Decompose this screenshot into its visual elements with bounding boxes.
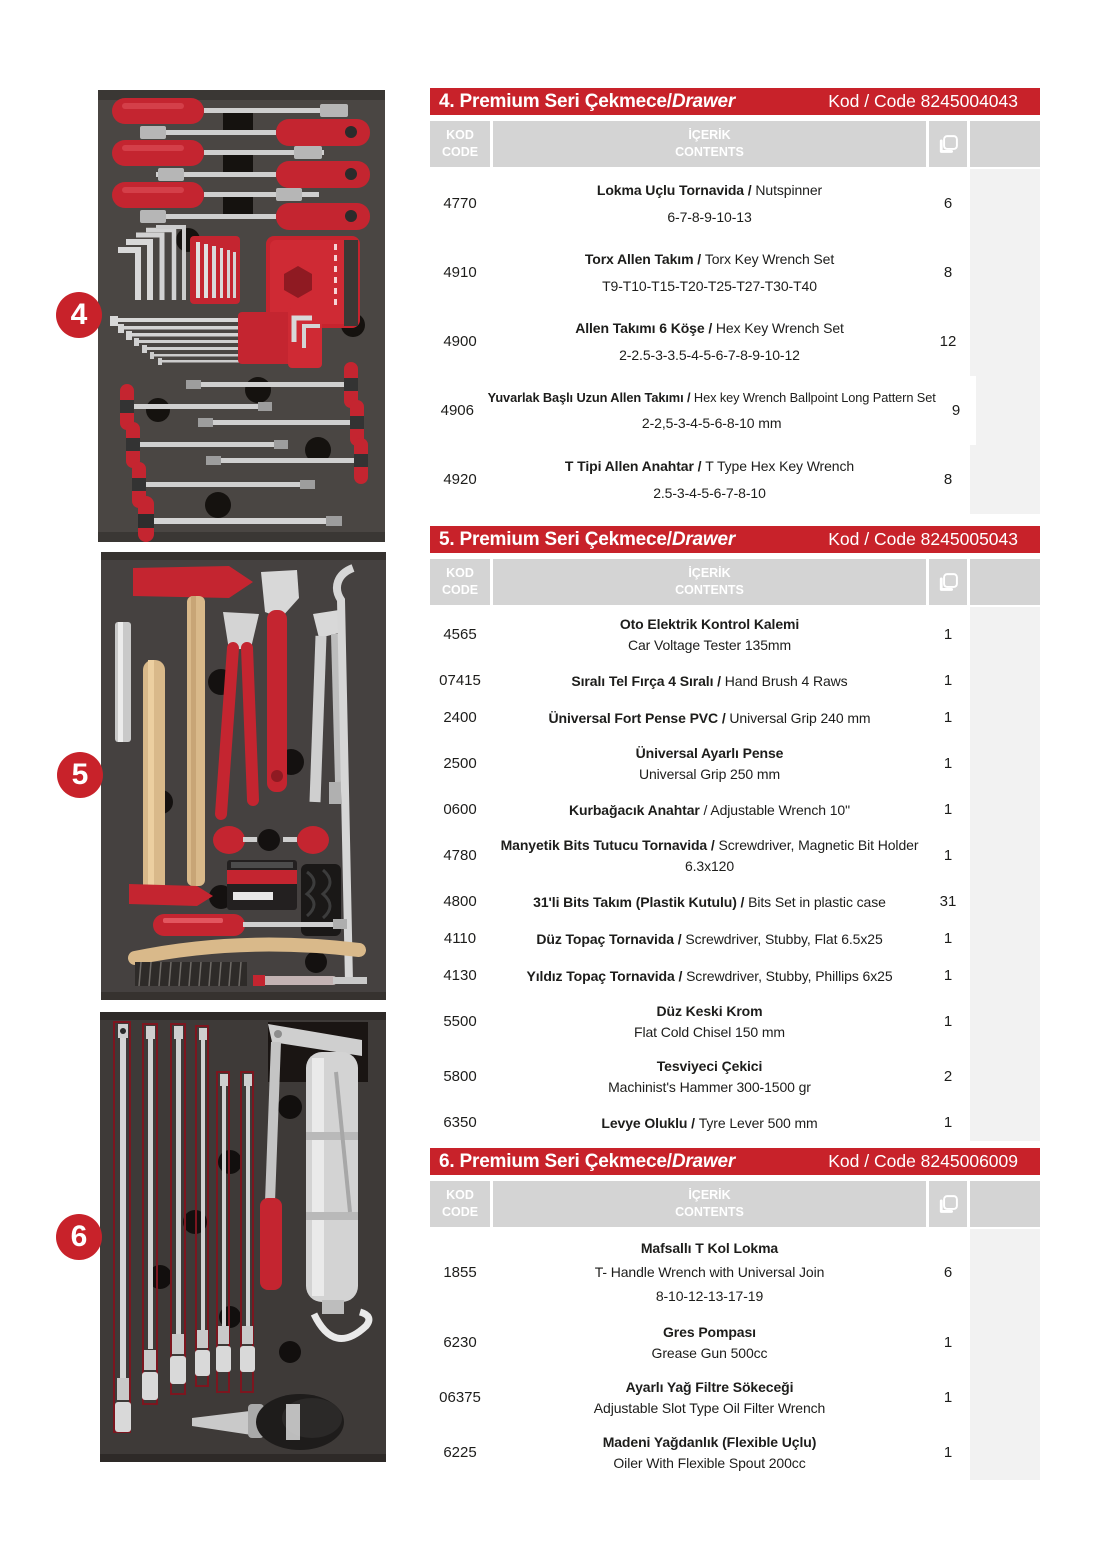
table-row [430,662,1040,699]
code-column-header: KOD CODE [430,121,490,167]
contents-column-header: İÇERİK CONTENTS [493,1181,926,1227]
table-row [430,957,1040,994]
contents-column-header: İÇERİK CONTENTS [493,559,926,605]
row-spare-cell [970,957,1040,994]
drawer-5-table [430,526,1040,1141]
bits-set-box [227,860,297,910]
drawer-4-table [430,88,1040,514]
table-rows [430,169,1040,514]
row-content [493,1229,926,1315]
table-column-headers [430,559,1040,605]
row-code: 4900 [443,333,477,350]
content-line: Yuvarlak Başlı Uzun Allen Takımı / Hex key Wrench Ballpoint Long Pattern Set [487,389,936,405]
code-column-header: KOD CODE [430,559,490,605]
drawer-6-photo-art [100,1012,386,1462]
row-qty: 1 [943,1334,953,1351]
row-qty: 6 [943,1263,953,1281]
content-line: Üniversal Ayarlı Pense [635,744,784,761]
row-qty: 1 [943,755,953,772]
row-qty: 1 [943,967,953,984]
row-qty: 1 [943,1444,953,1461]
content-line: T- Handle Wrench with Universal Join [594,1264,825,1280]
row-code: 5800 [443,1068,477,1085]
row-content [493,1315,926,1370]
content-line: 31'li Bits Takım (Plastik Kutulu) / Bits Set in plastic case [533,893,886,910]
drawer-code-label: Kod / Code 8245004043 [828,91,1018,111]
row-spare-cell [970,1229,1040,1315]
row-content [493,1425,926,1480]
spare-wooden-handle [143,660,165,898]
content-line: Yıldız Topaç Tornavida / Screwdriver, Stubby, Phillips 6x25 [526,967,893,984]
table-row [430,736,1040,791]
drawer-6-table [430,1148,1040,1480]
row-qty: 31 [939,893,957,910]
drawer-4-badge: 4 [56,292,102,338]
table-row [430,828,1040,883]
row-content [493,1370,926,1425]
row-code: 6350 [443,1114,477,1131]
row-code: 4780 [443,847,477,864]
drawer-code-label: Kod / Code 8245006009 [828,1151,1018,1171]
row-qty: 8 [943,264,953,281]
table-row [430,1104,1040,1141]
row-content [493,662,926,699]
row-code: 1855 [443,1263,477,1281]
contents-column-header: İÇERİK CONTENTS [493,121,926,167]
row-qty: 1 [943,847,953,864]
table-row [430,1315,1040,1370]
content-line: Kurbağacık Anahtar / Adjustable Wrench 10" [569,801,850,818]
row-spare-cell [970,662,1040,699]
content-line: Torx Allen Takım / Torx Key Wrench Set [584,251,835,268]
row-spare-cell [970,1425,1040,1480]
table-row [430,307,1040,376]
table-row [430,920,1040,957]
drawer-5-photo-art [101,552,386,1000]
row-content [493,920,926,957]
content-line: 8-10-12-13-17-19 [655,1288,764,1304]
row-spare-cell [970,1370,1040,1425]
row-qty: 1 [943,672,953,689]
table-row [430,699,1040,736]
row-qty: 2 [943,1068,953,1085]
drawer-title: 6. Premium Seri Çekmece/Drawer [439,1150,736,1172]
row-code: 6230 [443,1334,477,1351]
content-line: Lokma Uçlu Tornavida / Nutspinner [596,182,823,199]
content-line: Üniversal Fort Pense PVC / Universal Grip 240 mm [548,709,871,726]
row-content [493,607,926,662]
row-qty: 1 [943,1389,953,1406]
row-content [493,169,926,238]
table-row [430,607,1040,662]
table-row [430,376,1040,445]
row-qty: 1 [943,626,953,643]
row-content [493,957,926,994]
content-line: Tesviyeci Çekici [656,1057,763,1074]
row-content [493,828,926,883]
spare-column-header [970,1181,1040,1227]
row-content [493,238,926,307]
row-code: 4130 [443,967,477,984]
row-content [493,883,926,920]
table-rows [430,1229,1040,1480]
content-line: Grease Gun 500cc [651,1345,768,1362]
content-line: Mafsallı T Kol Lokma [640,1240,779,1256]
drawer-title-band [430,1148,1040,1175]
content-line: Adjustable Slot Type Oil Filter Wrench [593,1400,826,1417]
row-spare-cell [970,445,1040,514]
row-qty: 6 [943,195,953,212]
row-code: 0600 [443,801,477,818]
drawer-4-photo [98,90,385,542]
row-content [493,307,926,376]
drawer-6-badge: 6 [56,1214,102,1260]
spare-column-header [970,121,1040,167]
drawer-4-photo-art [98,90,385,542]
row-code: 2500 [443,755,477,772]
content-line: 2-2.5-3-3.5-4-5-6-7-8-9-10-12 [619,346,800,363]
row-code: 4770 [443,195,477,212]
content-line: Düz Keski Krom [656,1002,763,1019]
drawer-title: 4. Premium Seri Çekmece/Drawer [439,90,736,112]
content-line: Gres Pompası [663,1323,756,1340]
content-line: Sıralı Tel Fırça 4 Sıralı / Hand Brush 4 Raws [571,672,848,689]
row-qty: 1 [943,1114,953,1131]
drawer-title: 5. Premium Seri Çekmece/Drawer [439,528,736,550]
table-row [430,791,1040,828]
table-row [430,1049,1040,1104]
table-row [430,1229,1040,1315]
table-row [430,238,1040,307]
row-qty: 1 [943,801,953,818]
row-qty: 9 [951,402,961,419]
row-qty: 12 [939,333,957,350]
table-row [430,883,1040,920]
table-row [430,445,1040,514]
package-icon [937,1193,960,1216]
drawer-title-band [430,526,1040,553]
row-content [493,1049,926,1104]
row-code: 4910 [443,264,477,281]
row-code: 4110 [443,930,477,947]
row-spare-cell [970,1315,1040,1370]
content-line: 2.5-3-4-5-6-7-8-10 [653,484,766,501]
content-line: Manyetik Bits Tutucu Tornavida / Screwdriver, Magnetic Bit Holder [500,836,919,853]
row-spare-cell [970,828,1040,883]
qty-column-header [929,559,967,605]
row-content [488,376,936,445]
row-content [493,445,926,514]
content-line: Düz Topaç Tornavida / Screwdriver, Stubby, Flat 6.5x25 [536,930,883,947]
row-code: 6225 [443,1444,477,1461]
flat-chisel [115,622,131,742]
row-spare-cell [970,699,1040,736]
row-qty: 8 [943,471,953,488]
table-row [430,994,1040,1049]
content-line: Ayarlı Yağ Filtre Sökeceği [625,1378,794,1395]
row-code: 06375 [439,1389,481,1406]
row-content [493,699,926,736]
content-line: T9-T10-T15-T20-T25-T27-T30-T40 [602,277,817,294]
drawer-5-badge: 5 [57,752,103,798]
row-spare-cell [970,1049,1040,1104]
row-content [493,1104,926,1141]
drawer-6-photo [100,1012,386,1462]
content-line: 6-7-8-9-10-13 [667,208,752,225]
row-spare-cell [970,883,1040,920]
table-row [430,1425,1040,1480]
content-line: Oiler With Flexible Spout 200cc [613,1455,806,1472]
row-code: 4565 [443,626,477,643]
content-line: Oto Elektrik Kontrol Kalemi [619,615,800,632]
row-spare-cell [970,238,1040,307]
content-line: Machinist's Hammer 300-1500 gr [608,1079,811,1096]
content-line: Madeni Yağdanlık (Flexible Uçlu) [602,1433,817,1450]
row-code: 5500 [443,1013,477,1030]
code-column-header: KOD CODE [430,1181,490,1227]
row-spare-cell [970,607,1040,662]
qty-column-header [929,121,967,167]
table-rows [430,607,1040,1141]
row-spare-cell [970,307,1040,376]
content-line: Universal Grip 250 mm [638,766,781,783]
content-line: Allen Takımı 6 Köşe / Hex Key Wrench Set [575,320,844,337]
table-row [430,169,1040,238]
spare-column-header [970,559,1040,605]
qty-column-header [929,1181,967,1227]
row-code: 2400 [443,709,477,726]
row-qty: 1 [943,930,953,947]
row-content [493,736,926,791]
content-line: 2-2,5-3-4-5-6-8-10 mm [641,415,782,432]
content-line: Car Voltage Tester 135mm [627,637,792,654]
content-line: Levye Oluklu / Tyre Lever 500 mm [601,1114,818,1131]
row-code: 4800 [443,893,477,910]
table-row [430,1370,1040,1425]
table-column-headers [430,1181,1040,1227]
drawer-title-band [430,88,1040,115]
package-icon [937,571,960,594]
row-spare-cell [970,994,1040,1049]
row-spare-cell [970,920,1040,957]
row-spare-cell [970,736,1040,791]
row-code: 07415 [439,672,481,689]
row-qty: 1 [943,709,953,726]
row-qty: 1 [943,1013,953,1030]
drawer-code-label: Kod / Code 8245005043 [828,529,1018,549]
content-line: 6.3x120 [684,858,735,875]
row-spare-cell [976,376,1040,445]
row-content [493,994,926,1049]
row-spare-cell [970,791,1040,828]
row-spare-cell [970,1104,1040,1141]
content-line: T Tipi Allen Anahtar / T Type Hex Key Wrench [564,458,855,475]
content-line: Flat Cold Chisel 150 mm [634,1024,785,1041]
table-column-headers [430,121,1040,167]
row-spare-cell [970,169,1040,238]
package-icon [937,133,960,156]
row-code: 4906 [440,402,474,419]
row-content [493,791,926,828]
drawer-5-photo [101,552,386,1000]
row-code: 4920 [443,471,477,488]
